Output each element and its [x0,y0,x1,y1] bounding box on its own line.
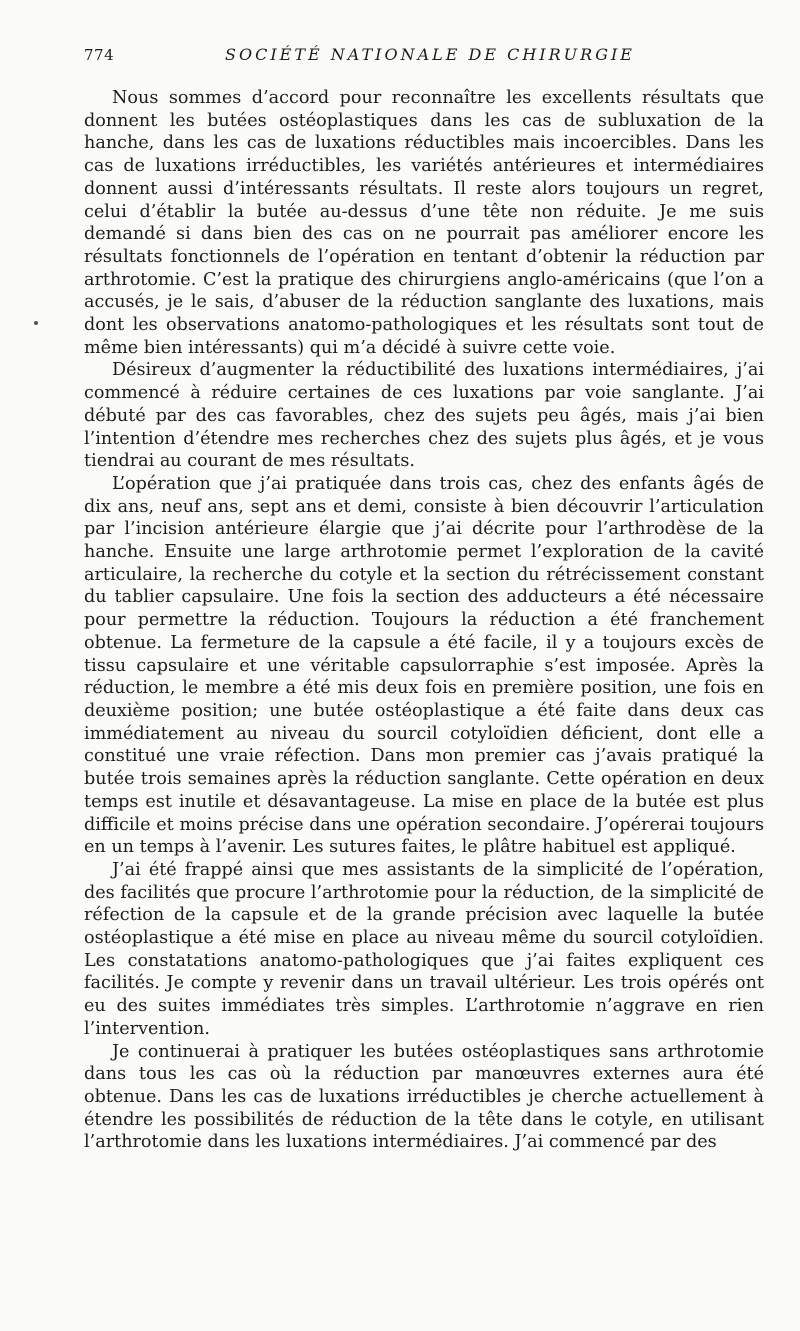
paragraph-1: Nous sommes d’accord pour reconnaître les excellents résultats que donnent les butées ostéoplastiques dans les cas de subluxation de la hanche, dans les cas de luxations réductibles mais incoercibles. Dans les cas de luxations irréductibles, les variétés antérieures et intermédiaires donnent aussi d’intéressants résultats. Il reste alors toujours un regret, celui d’établir la butée au-dessus d’une tête non réduite. Je me suis demandé si dans bien des cas on ne pourrait pas améliorer encore les résultats fonctionnels de l’opération en tentant d’obtenir la réduction par arthrotomie. C’est la pratique des chirurgiens anglo-américains (que l’on a accusés, je le sais, d’abuser de la réduction sanglante des luxations, mais dont les observations anatomo-pathologiques et les résultats sont tout de même bien intéressants) qui m’a décidé à suivre cette voie. [84,88,764,358]
paragraph-5: Je continuerai à pratiquer les butées ostéoplastiques sans arthrotomie dans tous les cas où la réduction par manœuvres externes aura été obtenue. Dans les cas de luxations irréductibles je cherche actuellement à étendre les possibilités de réduction de la tête dans le cotyle, en utilisant l’arthrotomie dans les luxations intermédiaires. J’ai commencé par des [84,1041,764,1153]
paragraph-4: J’ai été frappé ainsi que mes assistants de la simplicité de l’opération, des facilités que procure l’arthrotomie pour la réduction, de la simplicité de réfection de la capsule et de la grande précision avec laquelle la butée ostéoplastique a été mise en place au niveau même du sourcil cotyloïdien. Les constatations anatomo-pathologiques que j’ai faites expliquent ces facilités. Je compte y revenir dans un travail ultérieur. Les trois opérés ont eu des suites immédiates très simples. L’arthrotomie n’aggrave en rien l’intervention. [84,859,764,1039]
paragraph-3: L’opération que j’ai pratiquée dans trois cas, chez des enfants âgés de dix ans, neuf ans, sept ans et demi, consiste à bien découvrir l’articulation par l’incision antérieure élargie que j’ai décrite pour l’arthrodèse de la hanche. Ensuite une large arthrotomie permet l’exploration de la cavité articulaire, la recherche du cotyle et la section du rétrécissement constant du tablier capsulaire. Une fois la section des adducteurs a été nécessaire pour permettre la réduction. Toujours la réduction a été franchement obtenue. La fermeture de la capsule a été facile, il y a toujours excès de tissu capsulaire et une véritable capsulorraphie s’est imposée. Après la réduction, le membre a été mis deux fois en première position, une fois en deuxième position; une butée ostéoplastique a été faite dans deux cas immédiatement au niveau du sourcil cotyloïdien déficient, dont elle a constitué une vraie réfection. Dans mon premier cas j’avais pratiqué la butée trois semaines après la réduction sanglante. Cette opération en deux temps est inutile et désavantageuse. La mise en place de la butée est plus difficile et moins précise dans une opération secondaire. J’opérerai toujours en un temps à l’avenir. Les sutures faites, le plâtre habituel est appliqué. [84,473,764,858]
paragraph-2: Désireux d’augmenter la réductibilité des luxations intermédiaires, j’ai commencé à réduire certaines de ces luxations par voie sanglante. J’ai débuté par des cas favorables, chez des sujets peu âgés, mais j’ai bien l’intention d’étendre mes recherches chez des sujets plus âgés, et je vous tiendrai au courant de mes résultats. [84,360,764,472]
page-number: 774 [84,46,115,64]
running-header: SOCIÉTÉ NATIONALE DE CHIRURGIE [225,45,635,64]
margin-mark [34,321,38,325]
body-text [84,87,764,1154]
